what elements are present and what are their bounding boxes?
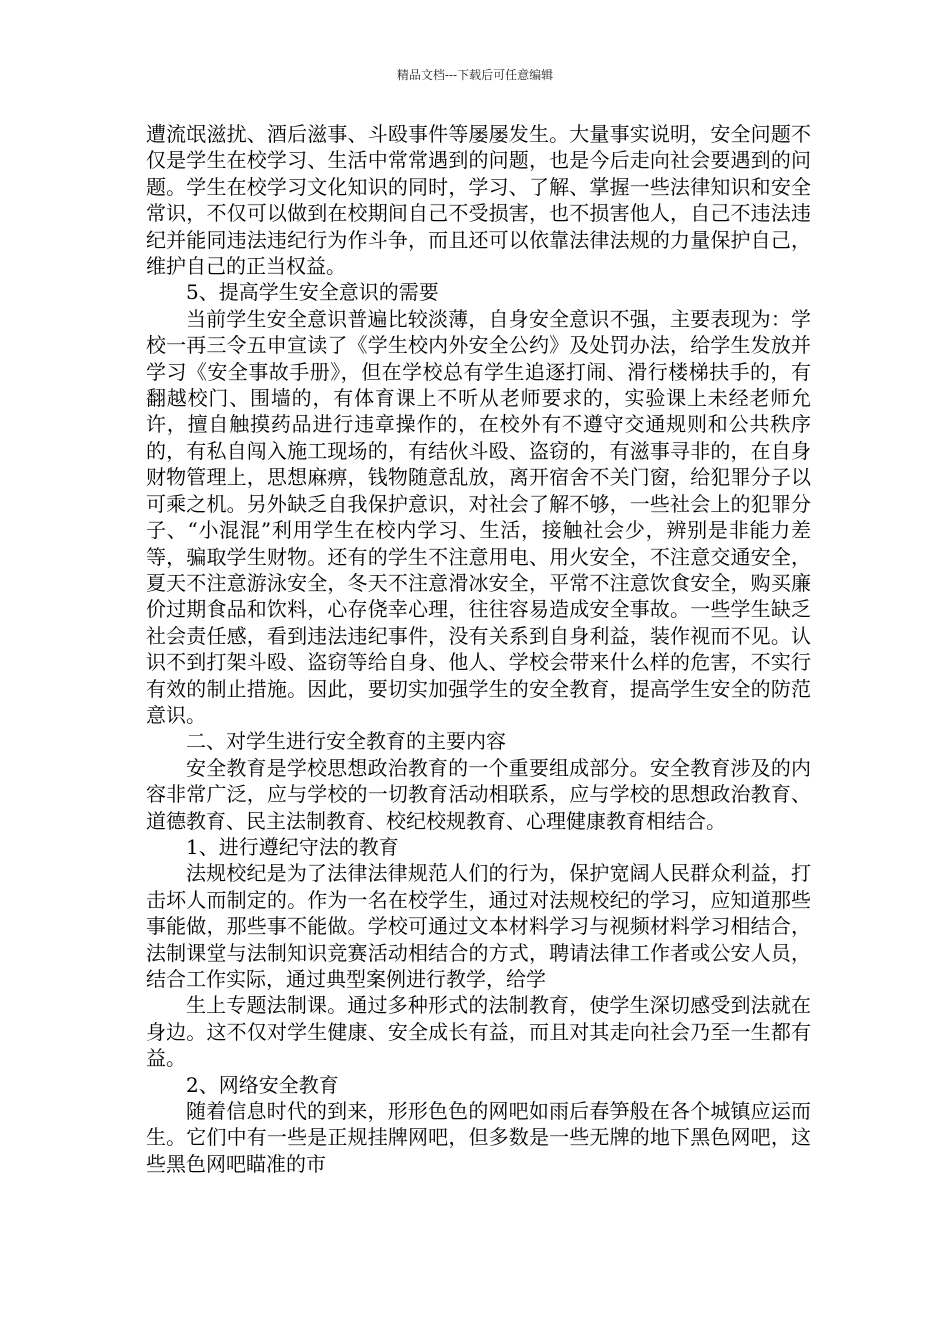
paragraph: 当前学生安全意识普遍比较淡薄，自身安全意识不强，主要表现为：学校一再三令五申宣读了《学生校内外安全公约》及处罚办法，给学生发放并学习《安全事故手册》，但在学校总有学生追逐打闹、滑行楼梯扶手的，有翻越校门、围墙的，有体育课上不听从老师要求的，实验课上未经老师允许，擅自触摸药品进行违章操作的，在校外有不遵守交通规则和公共秩序的，有私自闯入施工现场的，有结伙斗殴、盗窃的，有滋事寻非的，在自身财物管理上，思想麻痹，钱物随意乱放，离开宿舍不关门窗，给犯罪分子以可乘之机。另外缺乏自我保护意识，对社会了解不够，一些社会上的犯罪分子、“小混混”利用学生在校内学习、生活，接触社会少，辨别是非能力差等，骗取学生财物。还有的学生不注意用电、用火安全，不注意交通安全，夏天不注意游泳安全，冬天不注意滑冰安全，平常不注意饮食安全，购买廉价过期食品和饮料，心存侥幸心理，往往容易造成安全事故。一些学生缺乏社会责任感，看到违法违纪事件，没有关系到自身利益，装作视而不见。认识不到打架斗殴、盗窃等给自身、他人、学校会带来什么样的危害，不实行有效的制止措施。因此，要切实加强学生的安全教育，提高学生安全的防范意识。 — [146, 306, 811, 727]
paragraph: 法规校纪是为了法律法律规范人们的行为，保护宽阔人民群众利益，打击坏人而制定的。作为一名在校学生，通过对法规校纪的学习，应知道那些事能做，那些事不能做。学校可通过文本材料学习与视频材料学习相结合，法制课堂与法制知识竞赛活动相结合的方式，聘请法律工作者或公安人员，结合工作实际，通过典型案例进行教学，给学 — [146, 861, 811, 991]
paragraph: 生上专题法制课。通过多种形式的法制教育，使学生深切感受到法就在身边。这不仅对学生健康、安全成长有益，而且对其走向社会乃至一生都有益。 — [146, 993, 811, 1071]
section-heading: 5、提高学生安全意识的需要 — [186, 280, 439, 305]
section-heading: 2、网络安全教育 — [186, 1072, 339, 1097]
paragraph: 遭流氓滋扰、酒后滋事、斗殴事件等屡屡发生。大量事实说明，安全问题不仅是学生在校学习、生活中常常遇到的问题，也是今后走向社会要遇到的问题。学生在校学习文化知识的同时，学习、了解、掌握一些法律知识和安全常识，不仅可以做到在校期间自己不受损害，也不损害他人，自己不违法违纪并能同违法违纪行为作斗争，而且还可以依靠法律法规的力量保护自己，维护自己的正当权益。 — [146, 122, 811, 279]
paragraph: 随着信息时代的到来，形形色色的网吧如雨后春笋般在各个城镇应运而生。它们中有一些是正规挂牌网吧，但多数是一些无牌的地下黑色网吧，这些黑色网吧瞄准的市 — [146, 1099, 811, 1176]
document-body — [146, 121, 811, 1177]
page-header: 精品文档---下载后可任意编辑 — [396, 68, 554, 82]
section-heading: 二、对学生进行安全教育的主要内容 — [186, 729, 506, 754]
paragraph: 安全教育是学校思想政治教育的一个重要组成部分。安全教育涉及的内容非常广泛，应与学校的一切教育活动相联系，应与学校的思想政治教育、道德教育、民主法制教育、校纪校规教育、心理健康教育相结合。 — [146, 755, 811, 833]
section-heading: 1、进行遵纪守法的教育 — [186, 834, 399, 859]
